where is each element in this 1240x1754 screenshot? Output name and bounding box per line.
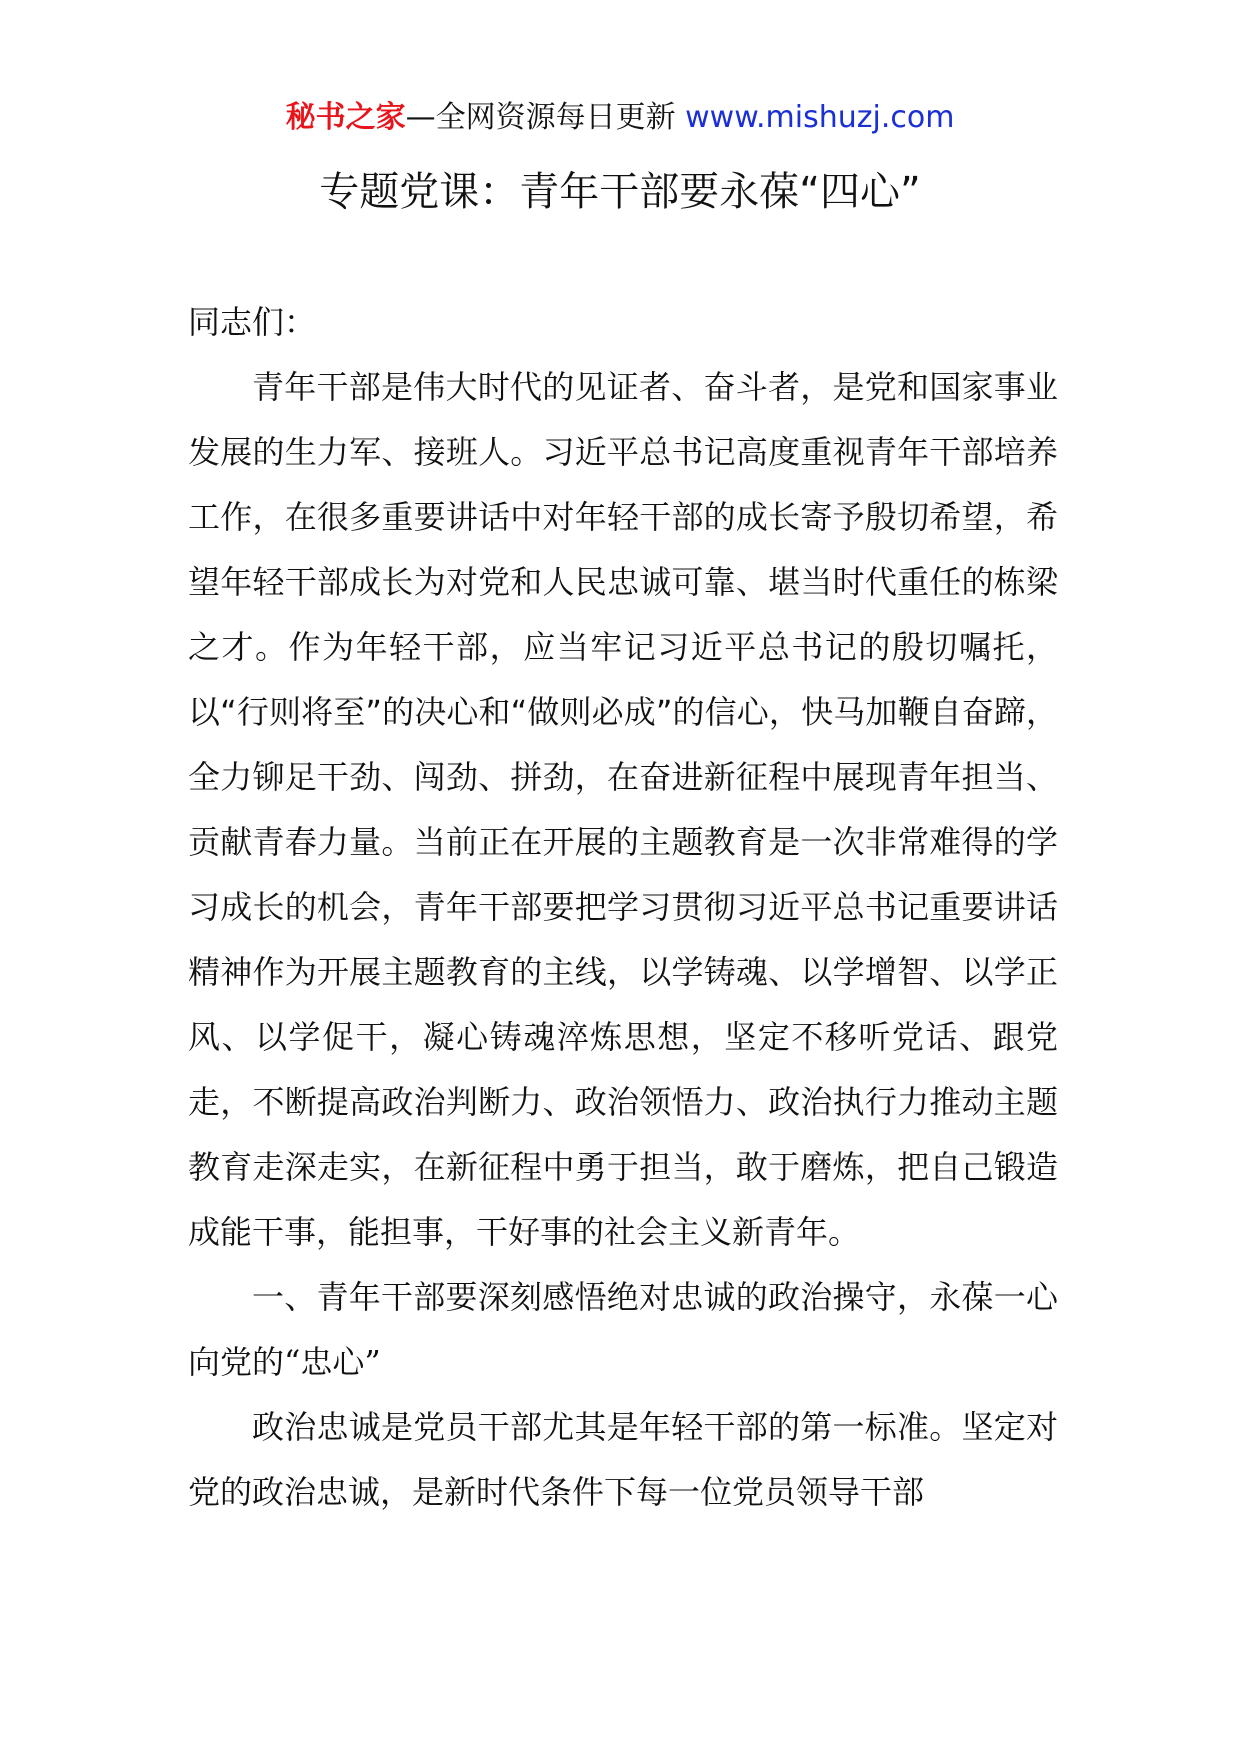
site-brand-name: 秘书之家	[285, 100, 406, 135]
site-tagline: —全网资源每日更新	[405, 100, 686, 135]
document-body	[188, 290, 1058, 1525]
document-title: 专题党课：青年干部要永葆“四心”	[319, 169, 921, 215]
site-header-banner	[0, 96, 1240, 140]
section-heading: 一、青年干部要深刻感悟绝对忠诚的政治操守，永葆一心向党的“忠心”	[188, 1278, 1058, 1381]
site-url-link[interactable]: www.mishuzj.com	[685, 100, 955, 135]
salutation: 同志们：	[188, 303, 317, 341]
body-paragraph: 青年干部是伟大时代的见证者、奋斗者，是党和国家事业发展的生力军、接班人。习近平总书记高度重视青年干部培养工作，在很多重要讲话中对年轻干部的成长寄予殷切希望，希望年轻干部成长为对党和人民忠诚可靠、堪当时代重任的栋梁之才。作为年轻干部，应当牢记习近平总书记的殷切嘱托，以“行则将至”的决心和“做则必成”的信心，快马加鞭自奋蹄，全力铆足干劲、闯劲、拼劲，在奋进新征程中展现青年担当、贡献青春力量。当前正在开展的主题教育是一次非常难得的学习成长的机会，青年干部要把学习贯彻习近平总书记重要讲话精神作为开展主题教育的主线，以学铸魂、以学增智、以学正风、以学促干，凝心铸魂淬炼思想，坚定不移听党话、跟党走，不断提高政治判断力、政治领悟力、政治执行力推动主题教育走深走实，在新征程中勇于担当，敢于磨炼，把自己锻造成能干事，能担事，干好事的社会主义新青年。	[188, 368, 1058, 1251]
section-paragraph: 政治忠诚是党员干部尤其是年轻干部的第一标准。坚定对党的政治忠诚，是新时代条件下每一位党员领导干部	[188, 1408, 1058, 1511]
